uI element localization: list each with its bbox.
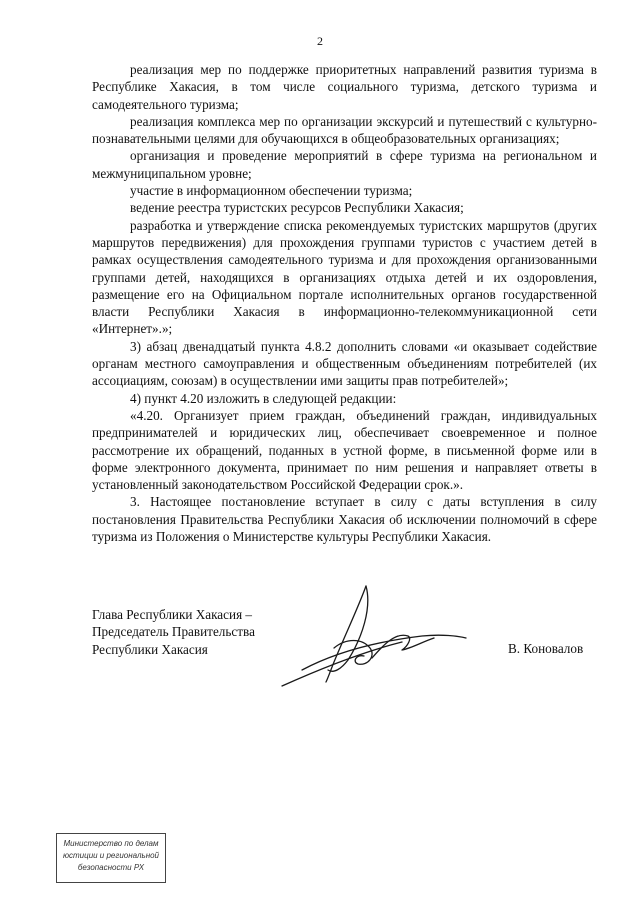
signatory-title-line: Председатель Правительства — [92, 624, 255, 640]
paragraph: разработка и утверждение списка рекомендуемых туристских маршрутов (других маршрутов передвижения) для прохождения группами туристов с участием детей в рамках осуществления самодеятельного туризма и для прохождения организованными группами детей, находящихся в организациях отдыха детей и их оздоровления, размещение его на Официальном портале исполнительных органов государственной власти Республики Хакасия в информационно-телекоммуникационной сети «Интернет».»; — [92, 217, 597, 337]
signatory-title — [92, 606, 255, 658]
paragraph: «4.20. Организует прием граждан, объединений граждан, индивидуальных предпринимателей и юридических лиц, обеспечивает своевременное и полное рассмотрение их обращений, поданных в устной форме, в письменной форме или в форме электронного документа, принимает по ним решения и направляет ответы в установленный законодательством Российской Федерации срок.». — [92, 407, 597, 493]
signatory-title-line: Глава Республики Хакасия – — [92, 607, 253, 622]
paragraph: участие в информационном обеспечении туризма; — [130, 183, 413, 199]
paragraph: организация и проведение мероприятий в сфере туризма на региональном и межмуниципальном уровне; — [92, 148, 597, 181]
document-body — [92, 61, 597, 545]
paragraph: реализация мер по поддержке приоритетных направлений развития туризма в Республике Хакасия, в том числе социального туризма, детского туризма и самодеятельного туризма; — [92, 62, 597, 112]
signatory-title-line: Республики Хакасия — [92, 641, 208, 657]
paragraph: 3. Настоящее постановление вступает в силу с даты вступления в силу постановления Правительства Республики Хакасия об исключении полномочий в сфере туризма из Положения о Министерстве культуры Республики Хакасия. — [92, 494, 597, 545]
signatory-name: В. Коновалов — [508, 641, 584, 656]
ministry-stamp — [56, 833, 166, 883]
paragraph: реализация комплекса мер по организации экскурсий и путешествий с культурно-познавательными целями для обучающихся в общеобразовательных организациях; — [92, 113, 597, 147]
page-number: 2 — [317, 34, 323, 48]
stamp-line: Министерство по делам — [63, 839, 159, 848]
stamp-line: юстиции и региональной — [62, 851, 160, 860]
paragraph: 4) пункт 4.20 изложить в следующей редакции: — [130, 390, 397, 406]
paragraph: ведение реестра туристских ресурсов Республики Хакасия; — [130, 200, 464, 216]
handwritten-signature — [262, 578, 472, 690]
paragraph: 3) абзац двенадцатый пункта 4.8.2 дополнить словами «и оказывает содействие органам местного самоуправления и общественным объединениям потребителей (их ассоциациям, союзам) в осуществлении ими защиты прав потребителей»; — [92, 338, 597, 389]
stamp-line: безопасности РХ — [77, 863, 145, 872]
